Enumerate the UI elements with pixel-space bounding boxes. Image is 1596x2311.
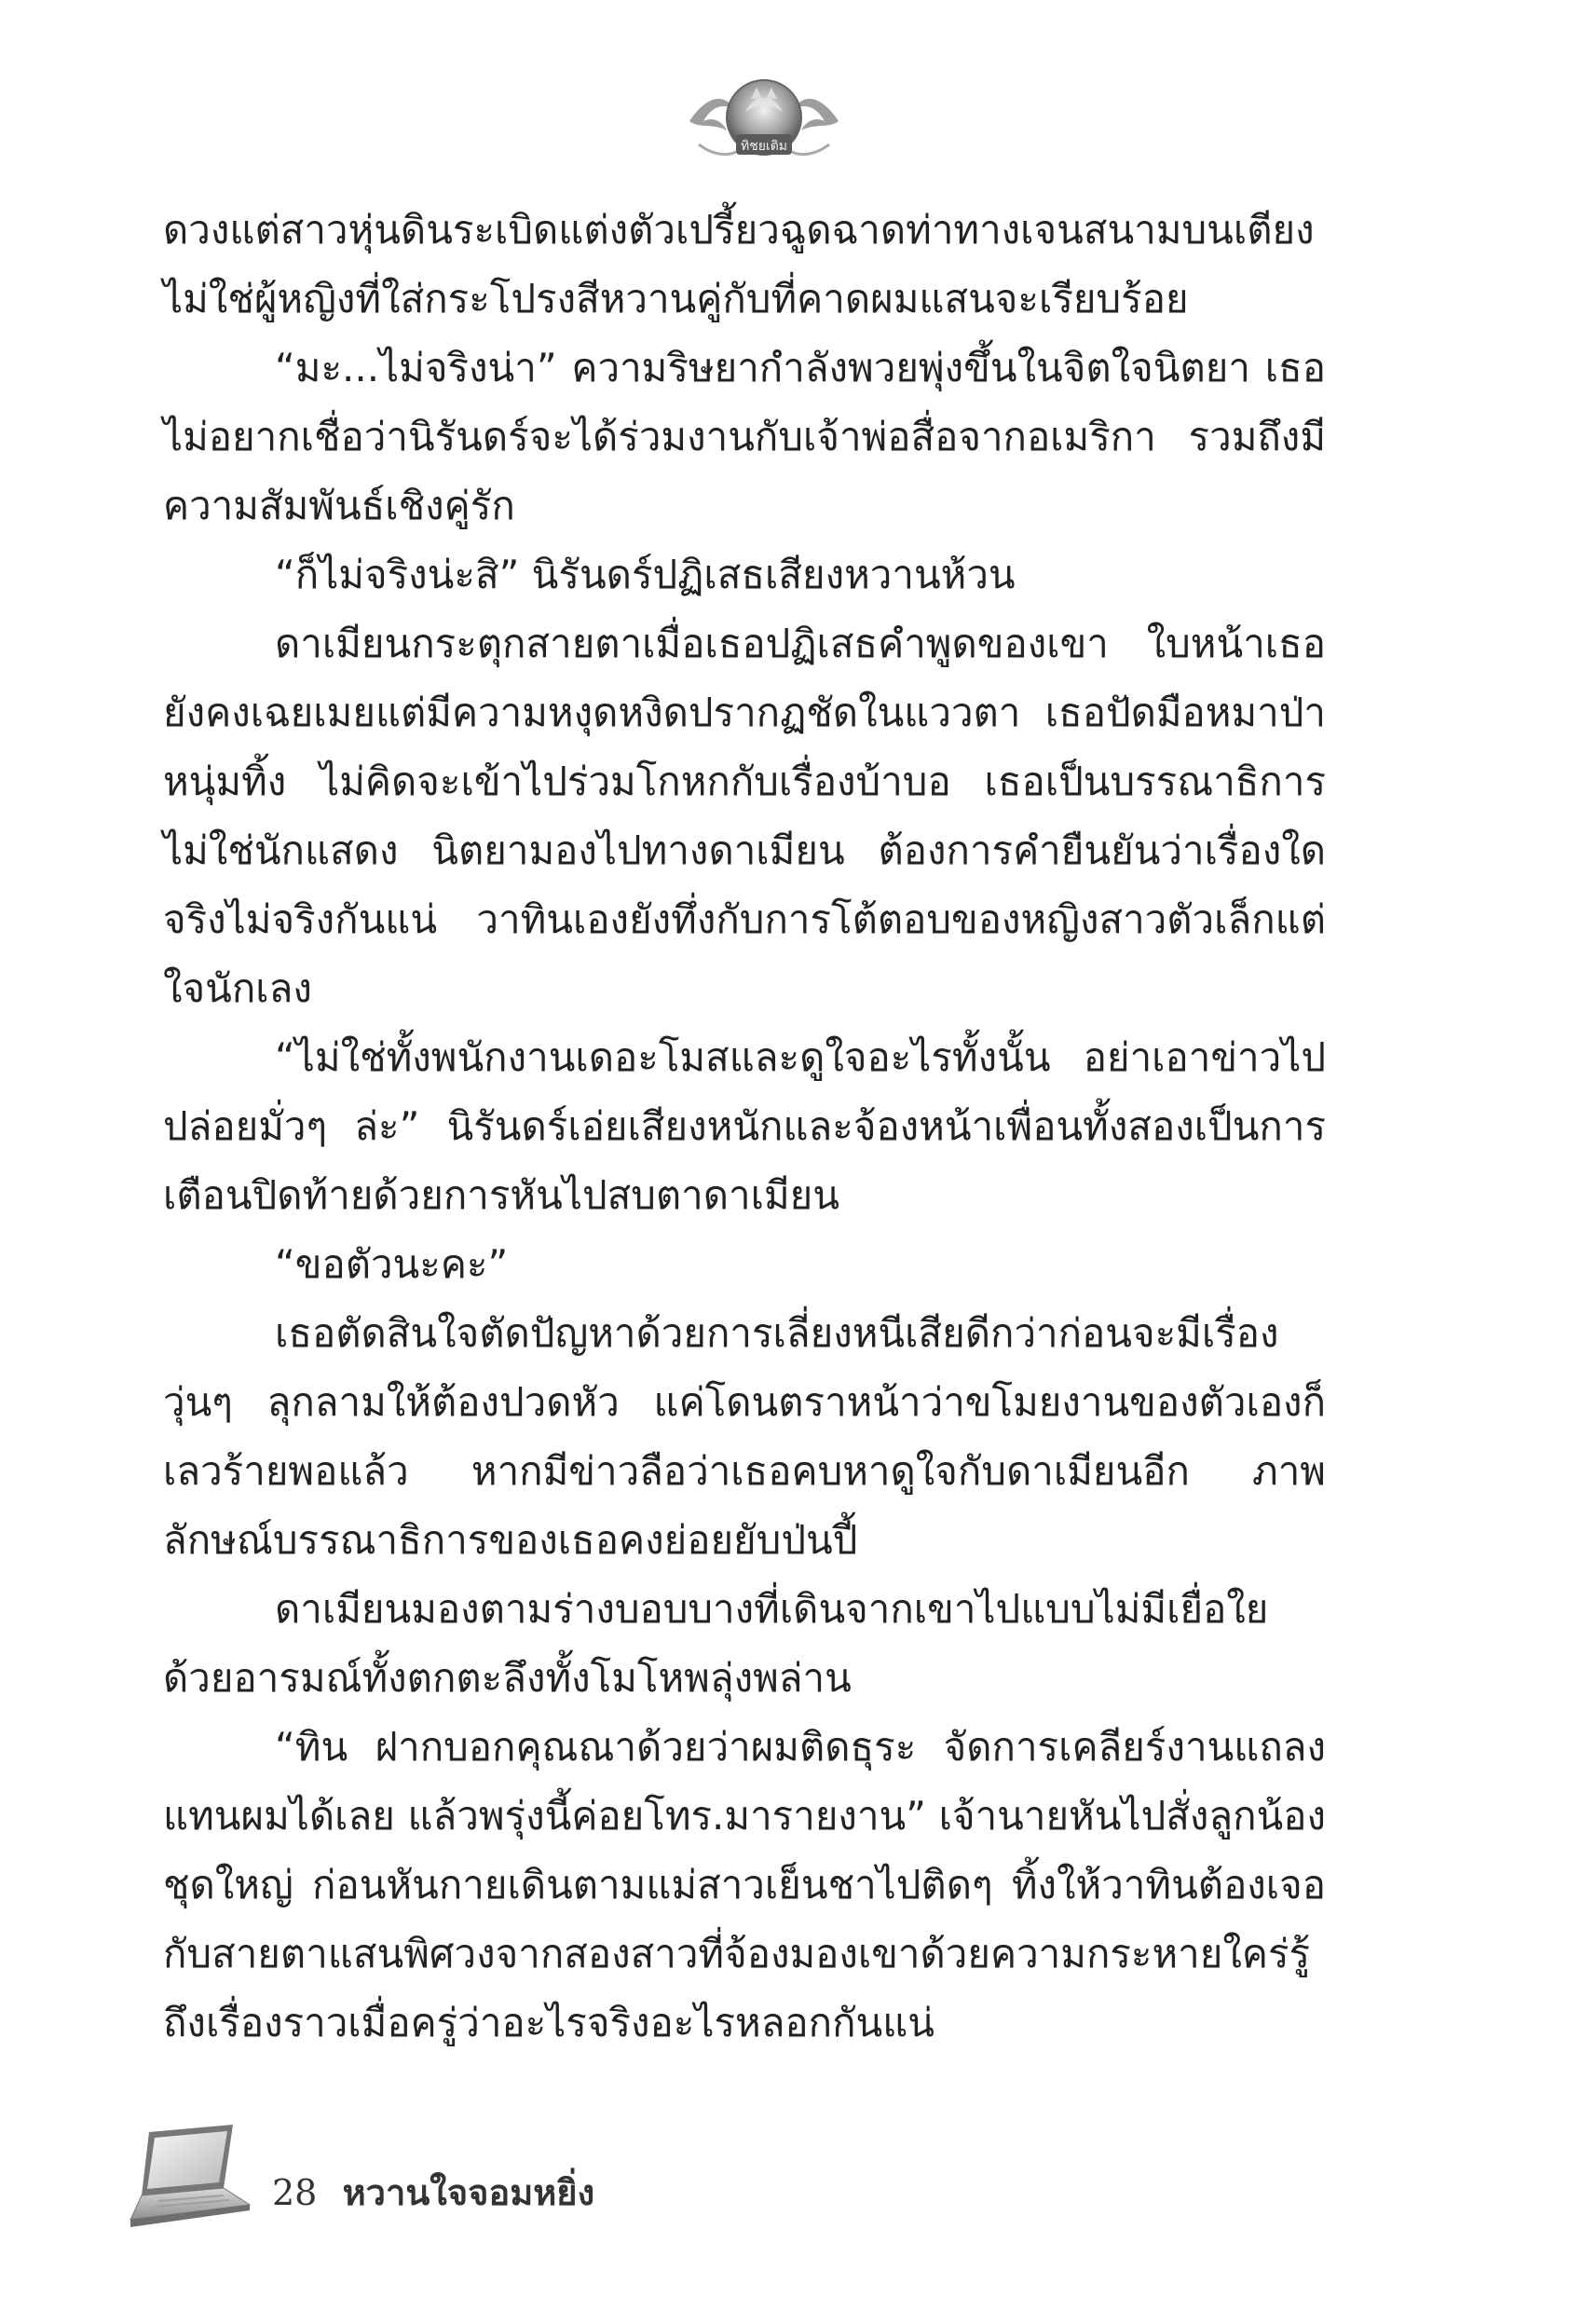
- paragraph-7: เธอตัดสินใจตัดปัญหาด้วยการเลี่ยงหนีเสียดีกว่าก่อนจะมีเรื่องวุ่นๆ ลุกลามให้ต้องปวดหัว แค่โดนตราหน้าว่าขโมยงานของตัวเองก็เลวร้ายพอแล้ว หากมีข่าวลือว่าเธอคบหาดูใจกับดาเมียนอีก ภาพลักษณ์บรรณาธิการของเธอคงย่อยยับป่นปี้: [163, 1310, 1326, 1563]
- paragraph-2: “มะ...ไม่จริงน่า” ความริษยากำลังพวยพุ่งขึ้นในจิตใจนิตยา เธอไม่อยากเชื่อว่านิรันดร์จะได้ร่วมงานกับเจ้าพ่อสื่อจากอเมริกา รวมถึงมีความสัมพันธ์เชิงคู่รัก: [163, 345, 1326, 528]
- publisher-logo-icon: [671, 56, 857, 186]
- laptop-icon: [93, 2115, 252, 2236]
- paragraph-5: “ไม่ใช่ทั้งพนักงานเดอะโมสและดูใจอะไรทั้งนั้น อย่าเอาข่าวไปปล่อยมั่วๆ ล่ะ” นิรันดร์เอ่ยเสียงหนักและจ้องหน้าเพื่อนทั้งสองเป็นการเตือนปิดท้ายด้วยการหันไปสบตาดาเมียน: [163, 1034, 1326, 1218]
- paragraph-3: “ก็ไม่จริงน่ะสิ” นิรันดร์ปฏิเสธเสียงหวานห้วน: [275, 552, 1016, 597]
- page-number: 28: [272, 2172, 318, 2213]
- publisher-logo-text: ทิชยเติม: [740, 139, 788, 154]
- chapter-body: [163, 196, 1326, 2058]
- paragraph-9: “ทิน ฝากบอกคุณณาด้วยว่าผมติดธุระ จัดการเคลียร์งานแถลงแทนผมได้เลย แล้วพรุ่งนี้ค่อยโทร.มารายงาน” เจ้านายหันไปสั่งลูกน้องชุดใหญ่ ก่อนหันกายเดินตามแม่สาวเย็นชาไปติดๆ ทิ้งให้วาทินต้องเจอกับสายตาแสนพิศวงจากสองสาวที่จ้องมองเขาด้วยความกระหายใคร่รู้ถึงเรื่องราวเมื่อครู่ว่าอะไรจริงอะไรหลอกกันแน่: [163, 1724, 1326, 2045]
- paragraph-4: ดาเมียนกระตุกสายตาเมื่อเธอปฏิเสธคำพูดของเขา ใบหน้าเธอยังคงเฉยเมยแต่มีความหงุดหงิดปรากฏชัดในแววตา เธอปัดมือหมาป่าหนุ่มทิ้ง ไม่คิดจะเข้าไปร่วมโกหกกับเรื่องบ้าบอ เธอเป็นบรรณาธิการไม่ใช่นักแสดง นิตยามองไปทางดาเมียน ต้องการคำยืนยันว่าเรื่องใดจริงไม่จริงกันแน่ วาทินเองยังทึ่งกับการโต้ตอบของหญิงสาวตัวเล็กแต่ใจนักเลง: [163, 621, 1326, 1011]
- footer-caption: [272, 2164, 594, 2221]
- page-footer: [93, 2115, 745, 2236]
- paragraph-6: “ขอตัวนะคะ”: [275, 1241, 509, 1287]
- paragraph-8: ดาเมียนมองตามร่างบอบบางที่เดินจากเขาไปแบบไม่มีเยื่อใยด้วยอารมณ์ทั้งตกตะลึงทั้งโมโหพลุ่งพล่าน: [163, 1586, 1269, 1701]
- paragraph-1: ดวงแต่สาวหุ่นดินระเบิดแต่งตัวเปรี้ยวฉูดฉาดท่าทางเจนสนามบนเตียง ไม่ใช่ผู้หญิงที่ใส่กระโปรงสีหวานคู่กับที่คาดผมแสนจะเรียบร้อย: [163, 207, 1315, 321]
- book-title: หวานใจจอมหยิ่ง: [342, 2172, 595, 2213]
